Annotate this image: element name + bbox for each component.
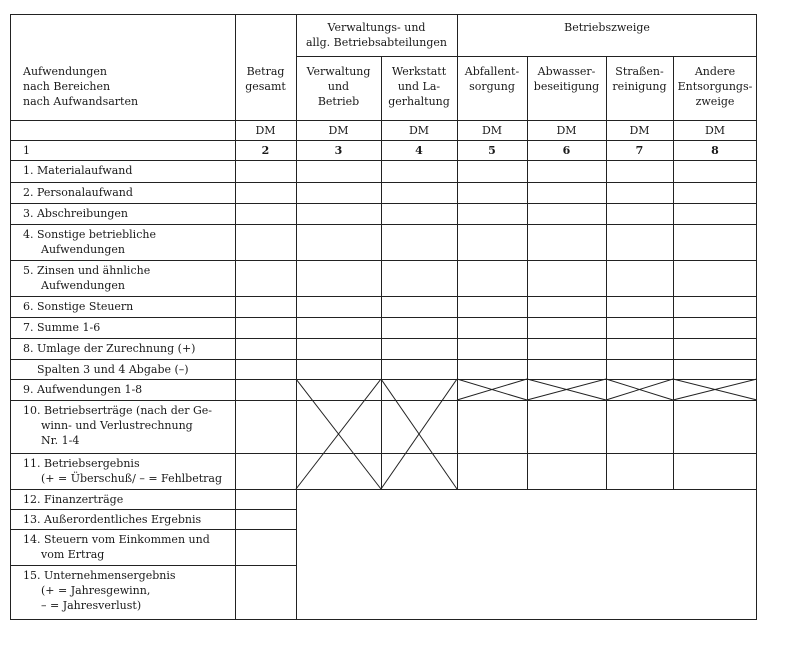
column-header-abwasser: Abwasser-: [537, 65, 596, 78]
column-number: 7: [635, 144, 644, 157]
column-header-betrag: Betrag: [246, 65, 285, 78]
row-label: 13. Außerordentliches Ergebnis: [23, 513, 202, 526]
row-label: winn- und Verlustrechnung: [41, 419, 193, 432]
row-label: 4. Sonstige betriebliche: [23, 228, 156, 241]
row-rule: [10, 529, 296, 530]
row-rule: [10, 359, 757, 360]
row-label: 3. Abschreibungen: [23, 207, 128, 220]
row-label-header: nach Bereichen: [23, 80, 111, 93]
row-rule: [10, 338, 757, 339]
row-rule: [10, 296, 757, 297]
unit-label: DM: [328, 124, 349, 137]
unit-label: DM: [556, 124, 577, 137]
row-rule: [10, 565, 296, 566]
unit-label: DM: [255, 124, 276, 137]
column-number: 4: [415, 144, 423, 157]
row-label: 1. Materialaufwand: [23, 164, 133, 177]
units-rule: [10, 140, 757, 141]
row-rule: [10, 317, 757, 318]
row-rule: [10, 379, 757, 380]
row-label: 5. Zinsen und ähnliche: [23, 264, 151, 277]
row-rule: [10, 260, 757, 261]
unit-label: DM: [629, 124, 650, 137]
column-header-werkstatt: gerhaltung: [388, 95, 450, 108]
column-number: 8: [711, 144, 719, 157]
unit-label: DM: [704, 124, 726, 137]
column-header-strassen: Straßen-: [615, 65, 664, 78]
row-label: 7. Summe 1-6: [23, 321, 101, 334]
row-label: 6. Sonstige Steuern: [23, 300, 134, 313]
row-label: 2. Personalaufwand: [23, 186, 133, 199]
column-header-verwaltung: Betrieb: [317, 95, 360, 108]
column-number: 6: [562, 144, 571, 157]
row-label: Spalten 3 und 4 Abgabe (–): [37, 363, 189, 376]
row-rule: [10, 224, 757, 225]
column-header-abwasser: beseitigung: [533, 80, 600, 93]
numbers-rule: [10, 160, 757, 161]
row-rule: [10, 453, 757, 454]
column-number: 5: [488, 144, 496, 157]
column-header-abfall: sorgung: [469, 80, 515, 93]
row-rule: [10, 489, 757, 490]
header-bottom-rule: [10, 120, 757, 121]
column-header-werkstatt: Werkstatt: [391, 65, 447, 78]
group-header-verwaltung: Verwaltungs- und: [327, 21, 426, 34]
row-label: – = Jahresverlust): [41, 599, 142, 612]
row-label: Aufwendungen: [41, 243, 125, 256]
row-label: (+ = Jahresgewinn,: [41, 584, 151, 597]
row-label: 8. Umlage der Zurechnung (+): [23, 342, 196, 355]
row-rule: [10, 509, 296, 510]
row-label: 15. Unternehmensergebnis: [23, 569, 176, 582]
row-label: 14. Steuern vom Einkommen und: [23, 533, 210, 546]
group-header-verwaltung: allg. Betriebsabteilungen: [306, 36, 447, 49]
row-label: 9. Aufwendungen 1-8: [23, 383, 143, 396]
row-rule: [10, 203, 757, 204]
group-header-betriebszweige: Betriebszweige: [564, 21, 650, 34]
group-header-rule: [296, 56, 757, 57]
row-rule: [10, 400, 757, 401]
column-header-strassen: reinigung: [612, 80, 667, 93]
column-header-verwaltung: Verwaltung: [306, 65, 371, 78]
row-label-header: Aufwendungen: [23, 65, 107, 78]
row-label: 12. Finanzerträge: [23, 493, 124, 506]
row-label-header: nach Aufwandsarten: [23, 95, 139, 108]
column-number: 1: [23, 144, 30, 157]
row-label: Aufwendungen: [41, 279, 125, 292]
column-number: 3: [334, 144, 343, 157]
column-header-verwaltung: und: [327, 80, 350, 93]
unit-label: DM: [481, 124, 503, 137]
row-label: (+ = Überschuß/ – = Fehlbetrag: [41, 472, 223, 485]
unit-label: DM: [408, 124, 430, 137]
column-header-werkstatt: und La-: [397, 80, 441, 93]
row-label: vom Ertrag: [41, 548, 105, 561]
column-number: 2: [261, 144, 270, 157]
column-header-andere: zweige: [695, 95, 735, 108]
column-header-andere: Andere: [694, 65, 736, 78]
row-rule: [10, 182, 757, 183]
row-label: 11. Betriebsergebnis: [23, 457, 140, 470]
row-label: 10. Betriebserträge (nach der Ge-: [23, 404, 213, 417]
column-header-abfall: Abfallent-: [464, 65, 520, 78]
column-header-andere: Entsorgungs-: [677, 80, 753, 93]
row-label: Nr. 1-4: [41, 434, 80, 447]
column-header-betrag: gesamt: [245, 80, 286, 93]
